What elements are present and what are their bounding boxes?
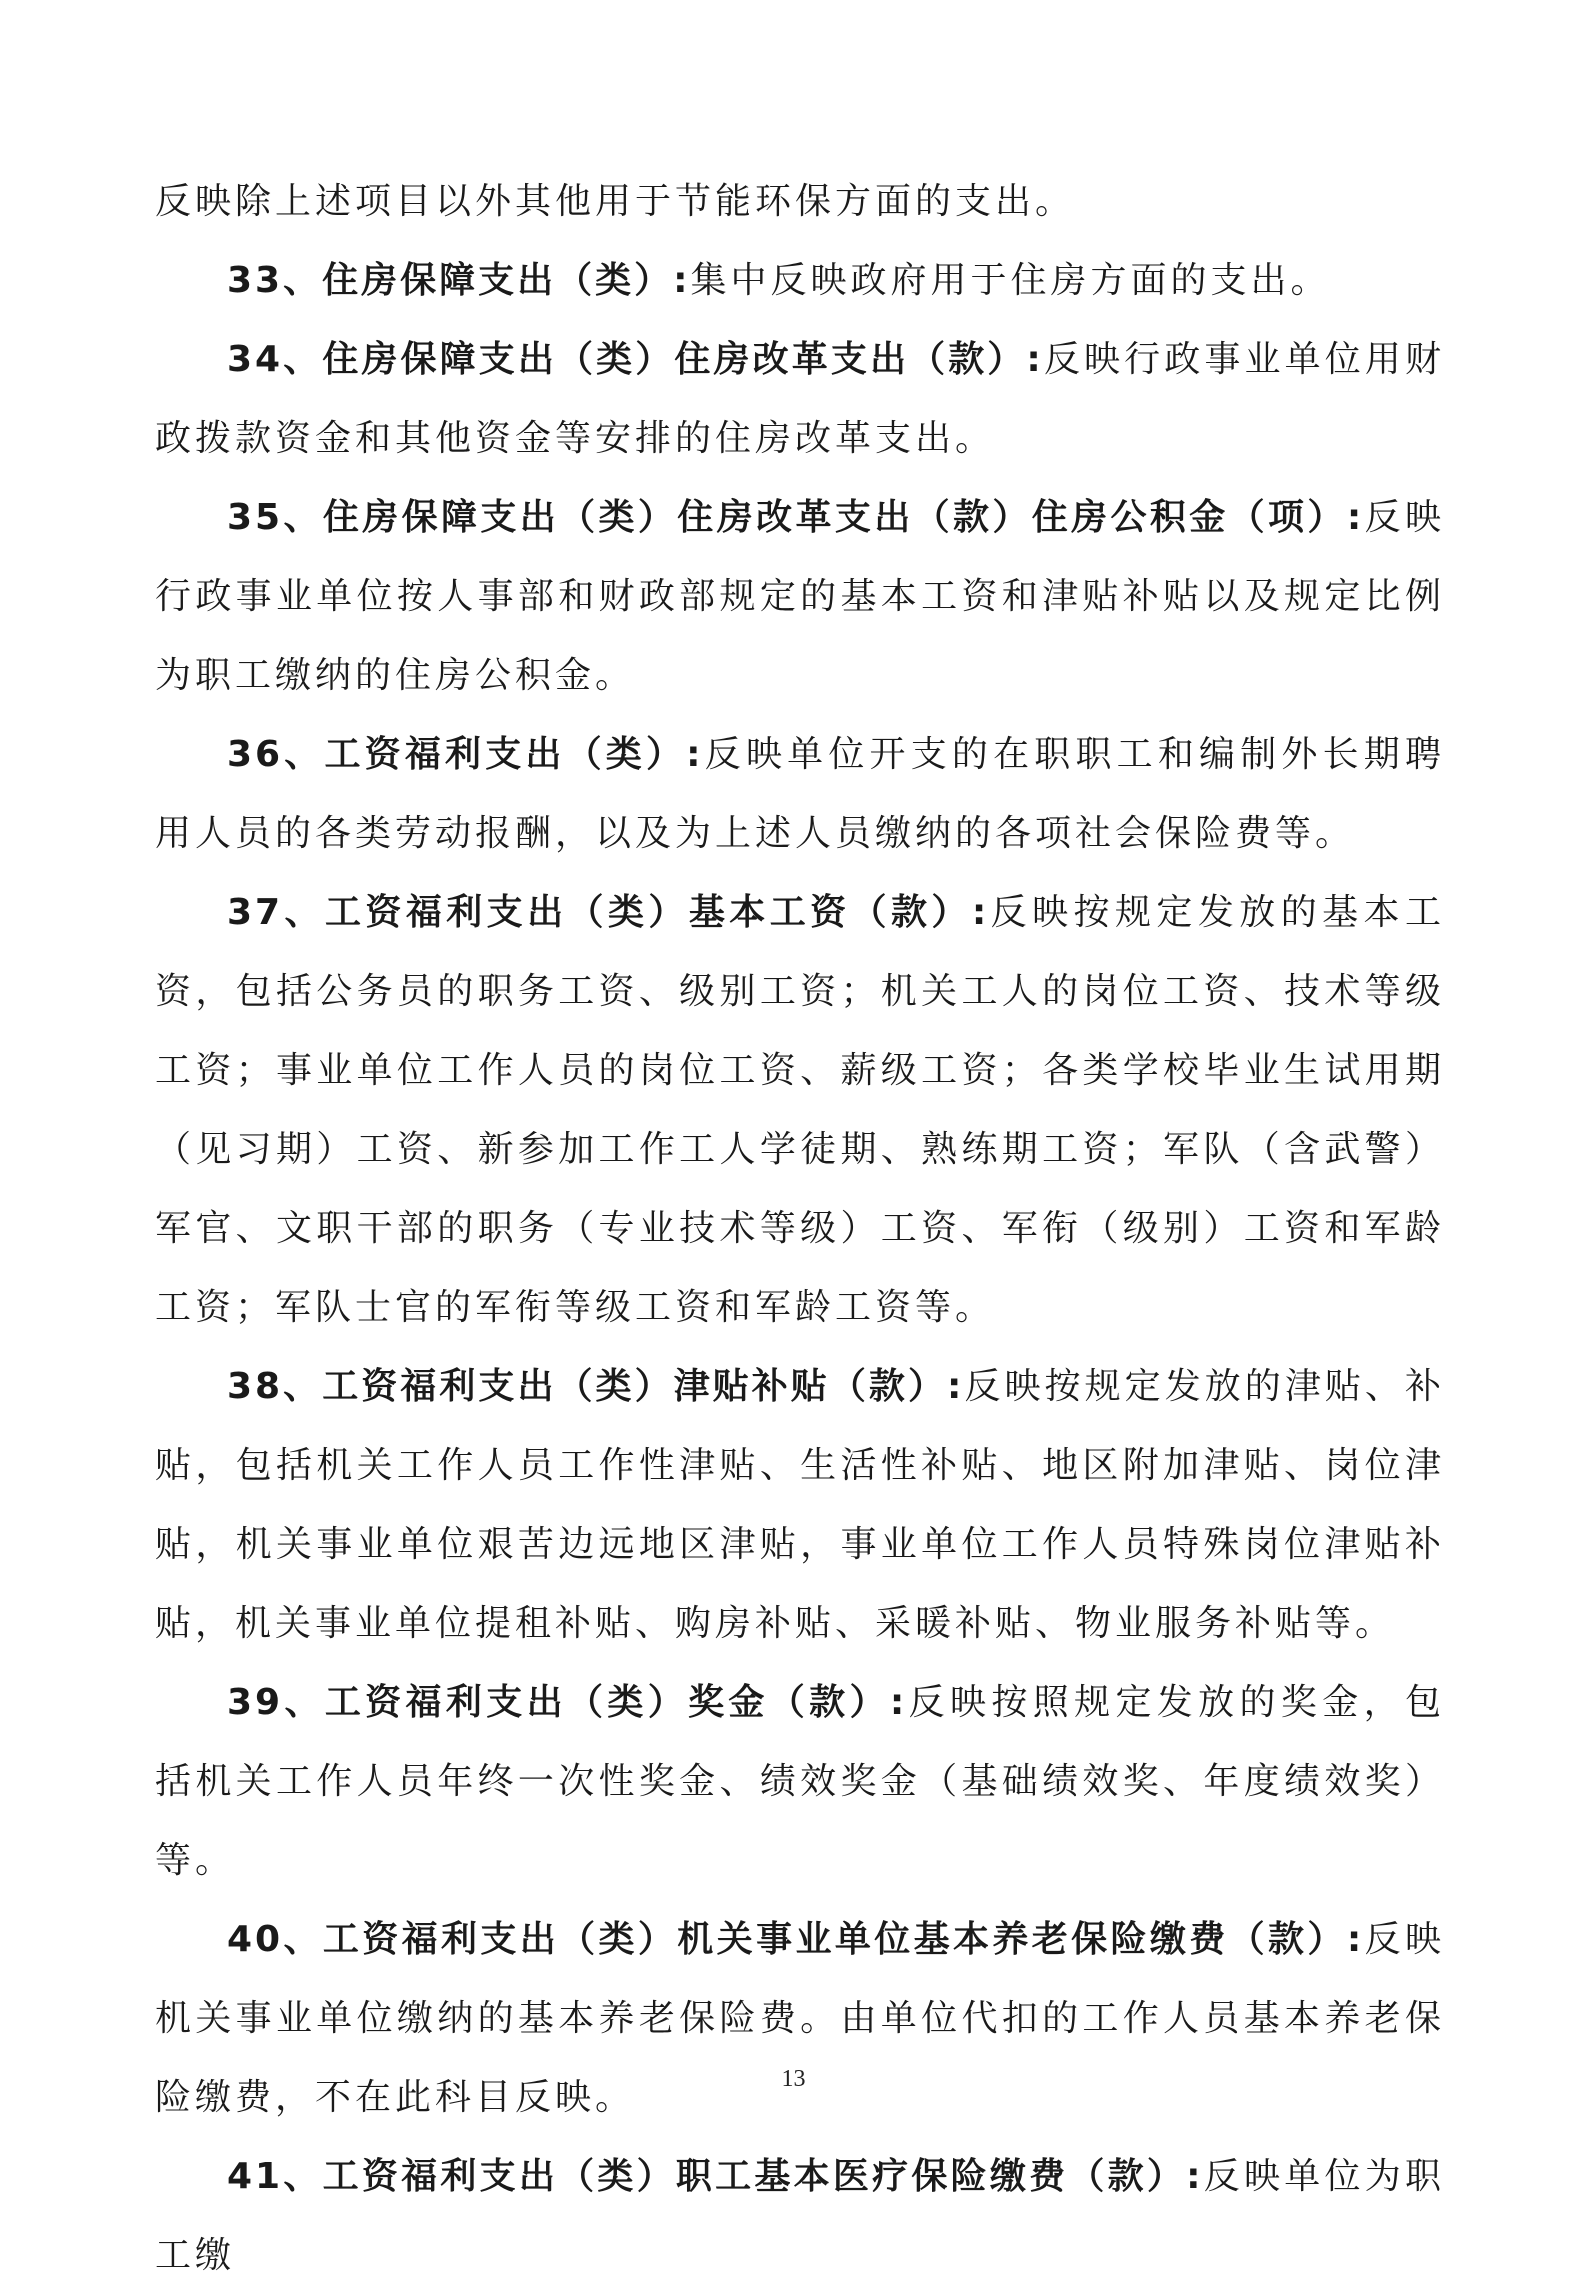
paragraph-term: 33、住房保障支出（类）: xyxy=(227,260,691,301)
paragraph-term: 36、工资福利支出（类）: xyxy=(227,734,704,775)
paragraph-text: 反映按规定发放的基本工资，包括公务员的职务工资、级别工资；机关工人的岗位工资、技术等级工资；事业单位工作人员的岗位工资、薪级工资；各类学校毕业生试用期（见习期）工资、新参加工作工人学徒期、熟练期工资；军队（含武警）军官、文职干部的职务（专业技术等级）工资、军衔（级别）工资和军龄工资；军队士官的军衔等级工资和军龄工资等。 xyxy=(155,892,1445,1328)
paragraph-item-34 xyxy=(155,320,1445,478)
paragraph-item-41 xyxy=(155,2137,1445,2295)
paragraph-text: 集中反映政府用于住房方面的支出。 xyxy=(690,260,1331,301)
paragraph-text: 反映机关事业单位缴纳的基本养老保险费。由单位代扣的工作人员基本养老保险缴费，不在此科目反映。 xyxy=(155,1919,1445,2118)
paragraph-term: 38、工资福利支出（类）津贴补贴（款）: xyxy=(227,1366,965,1407)
paragraph-item-38 xyxy=(155,1347,1445,1663)
paragraph-term: 40、工资福利支出（类）机关事业单位基本养老保险缴费（款）: xyxy=(227,1919,1365,1960)
paragraph-item-39 xyxy=(155,1663,1445,1900)
paragraph-text: 反映行政事业单位按人事部和财政部规定的基本工资和津贴补贴以及规定比例为职工缴纳的住房公积金。 xyxy=(155,497,1445,696)
paragraph-text: 反映单位开支的在职职工和编制外长期聘用人员的各类劳动报酬，以及为上述人员缴纳的各项社会保险费等。 xyxy=(155,734,1445,854)
document-body xyxy=(155,162,1445,2295)
paragraph-term: 41、工资福利支出（类）职工基本医疗保险缴费（款）: xyxy=(227,2156,1204,2197)
paragraph-text: 反映除上述项目以外其他用于节能环保方面的支出。 xyxy=(155,181,1076,222)
paragraph-term: 37、工资福利支出（类）基本工资（款）: xyxy=(227,892,990,933)
paragraph-item-37 xyxy=(155,873,1445,1347)
paragraph-item-36 xyxy=(155,715,1445,873)
paragraph-term: 39、工资福利支出（类）奖金（款）: xyxy=(227,1682,908,1723)
paragraph-text: 反映按规定发放的津贴、补贴，包括机关工作人员工作性津贴、生活性补贴、地区附加津贴、岗位津贴，机关事业单位艰苦边远地区津贴，事业单位工作人员特殊岗位津贴补贴，机关事业单位提租补贴、购房补贴、采暖补贴、物业服务补贴等。 xyxy=(155,1366,1445,1644)
paragraph-item-35 xyxy=(155,478,1445,715)
paragraph-text: 反映行政事业单位用财政拨款资金和其他资金等安排的住房改革支出。 xyxy=(155,339,1445,459)
paragraph-energy-saving-continuation xyxy=(155,162,1445,241)
paragraph-item-33 xyxy=(155,241,1445,320)
paragraph-term: 35、住房保障支出（类）住房改革支出（款）住房公积金（项）: xyxy=(227,497,1365,538)
paragraph-text: 反映单位为职工缴 xyxy=(155,2156,1445,2276)
paragraph-item-40 xyxy=(155,1900,1445,2137)
paragraph-term: 34、住房保障支出（类）住房改革支出（款）: xyxy=(227,339,1044,380)
page-number: 13 xyxy=(781,2066,806,2092)
paragraph-text: 反映按照规定发放的奖金，包括机关工作人员年终一次性奖金、绩效奖金（基础绩效奖、年度绩效奖）等。 xyxy=(155,1682,1445,1881)
